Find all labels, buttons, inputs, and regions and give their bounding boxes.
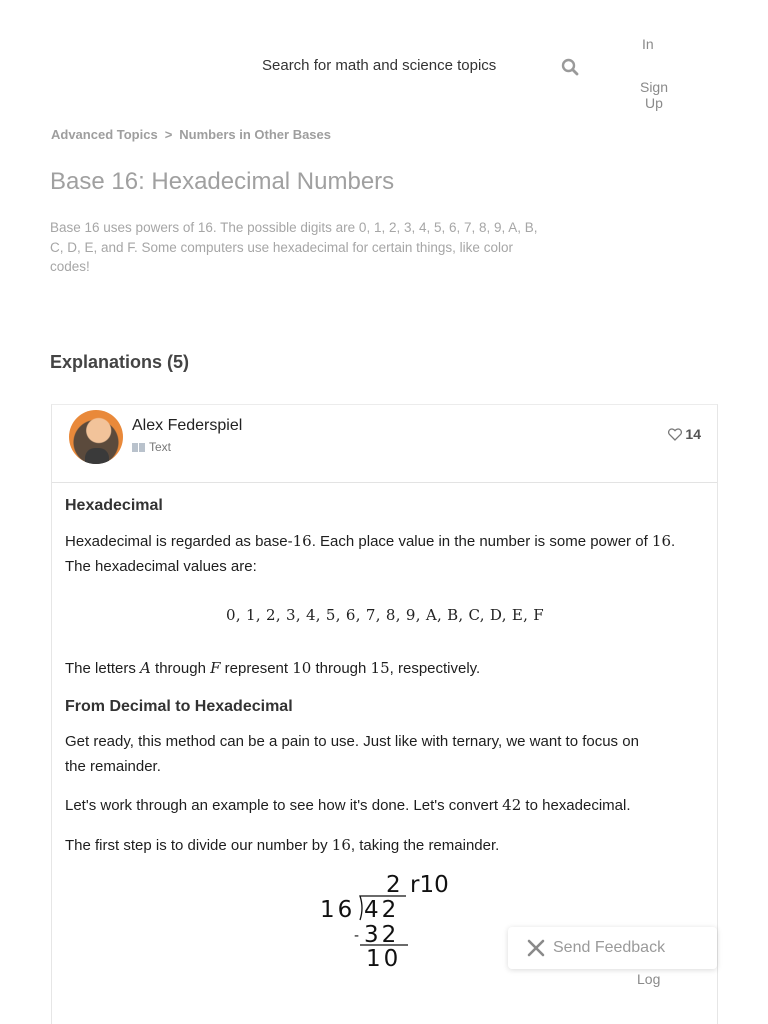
math-letter: A [140,659,151,677]
log-link[interactable]: Log [637,971,661,987]
search-icon[interactable] [561,58,579,76]
long-division-diagram [310,866,460,972]
math-number: 16 [331,836,351,854]
explanations-heading: Explanations (5) [50,352,190,372]
text-run: Get ready, this method can be a pain to use. Just like with ternary, we want to focus on [65,733,639,750]
avatar[interactable] [69,410,123,464]
paragraph-method [65,729,705,779]
search-input[interactable]: Search for math and science topics [262,57,497,74]
division-dividend: 42 [364,897,400,923]
text-run: The hexadecimal values are: [65,558,257,575]
text-run: Hexadecimal is regarded as base- [65,533,293,550]
text-run: through [150,660,211,677]
text-run: The letters [65,660,141,677]
text-run: , taking the remainder. [350,837,500,854]
explanation-type-label: Text [149,440,172,454]
section-title-hexadecimal: Hexadecimal [65,497,163,514]
paragraph-example [65,793,631,818]
breadcrumb-item-numbers-other-bases[interactable]: Numbers in Other Bases [179,127,331,142]
math-number: 15 [370,659,390,677]
like-button[interactable] [668,426,701,442]
text-run: , respectively. [389,660,481,677]
page-description: Base 16 uses powers of 16. The possible digits are 0, 1, 2, 3, 4, 5, 6, 7, 8, 9, A, B, C, D, E, and F. Some computers use hexadecimal for certain things, like color codes! [50,220,538,274]
page-title: Base 16: Hexadecimal Numbers [50,168,395,195]
division-result: 10 [366,946,402,972]
signup-link[interactable]: Sign Up [639,79,669,111]
text-run: through [311,660,371,677]
text-run: . [671,533,676,550]
breadcrumb-item-advanced-topics[interactable]: Advanced Topics [51,127,158,142]
author-name[interactable]: Alex Federspiel [132,417,243,434]
math-number: 16 [651,532,671,550]
division-remainder: r10 [410,872,449,898]
division-quotient: 2 [386,872,401,898]
division-divisor: 16 [320,897,356,923]
close-icon [527,939,545,957]
division-minus: - [354,928,360,944]
breadcrumb [51,127,331,142]
paragraph-first-step [65,833,499,858]
card-header [52,405,717,483]
math-letter: F [210,659,221,677]
paragraph-intro [65,529,715,579]
section-title-decimal-to-hex: From Decimal to Hexadecimal [65,698,293,715]
book-icon [132,442,145,452]
login-link[interactable]: In [642,36,654,52]
math-number: 42 [502,796,522,814]
heart-icon [668,428,682,441]
breadcrumb-separator: > [164,127,173,142]
explanation-type [132,440,171,454]
text-run: . Each place value in the number is some power of [311,533,652,550]
text-run: to hexadecimal. [521,797,631,814]
math-number: 10 [292,659,312,677]
math-number: 16 [292,532,312,550]
division-subtract: 32 [364,922,400,948]
text-run: the remainder. [65,758,161,775]
like-count: 14 [685,426,701,442]
hex-digits-list: 0, 1, 2, 3, 4, 5, 6, 7, 8, 9, A, B, C, D, E, F [226,606,544,624]
text-run: represent [220,660,293,677]
paragraph-letters [65,656,480,681]
text-run: The first step is to divide our number by [65,837,332,854]
send-feedback-label: Send Feedback [553,939,666,956]
send-feedback-button[interactable] [508,927,717,969]
text-run: Let's work through an example to see how it's done. Let's convert [65,797,503,814]
